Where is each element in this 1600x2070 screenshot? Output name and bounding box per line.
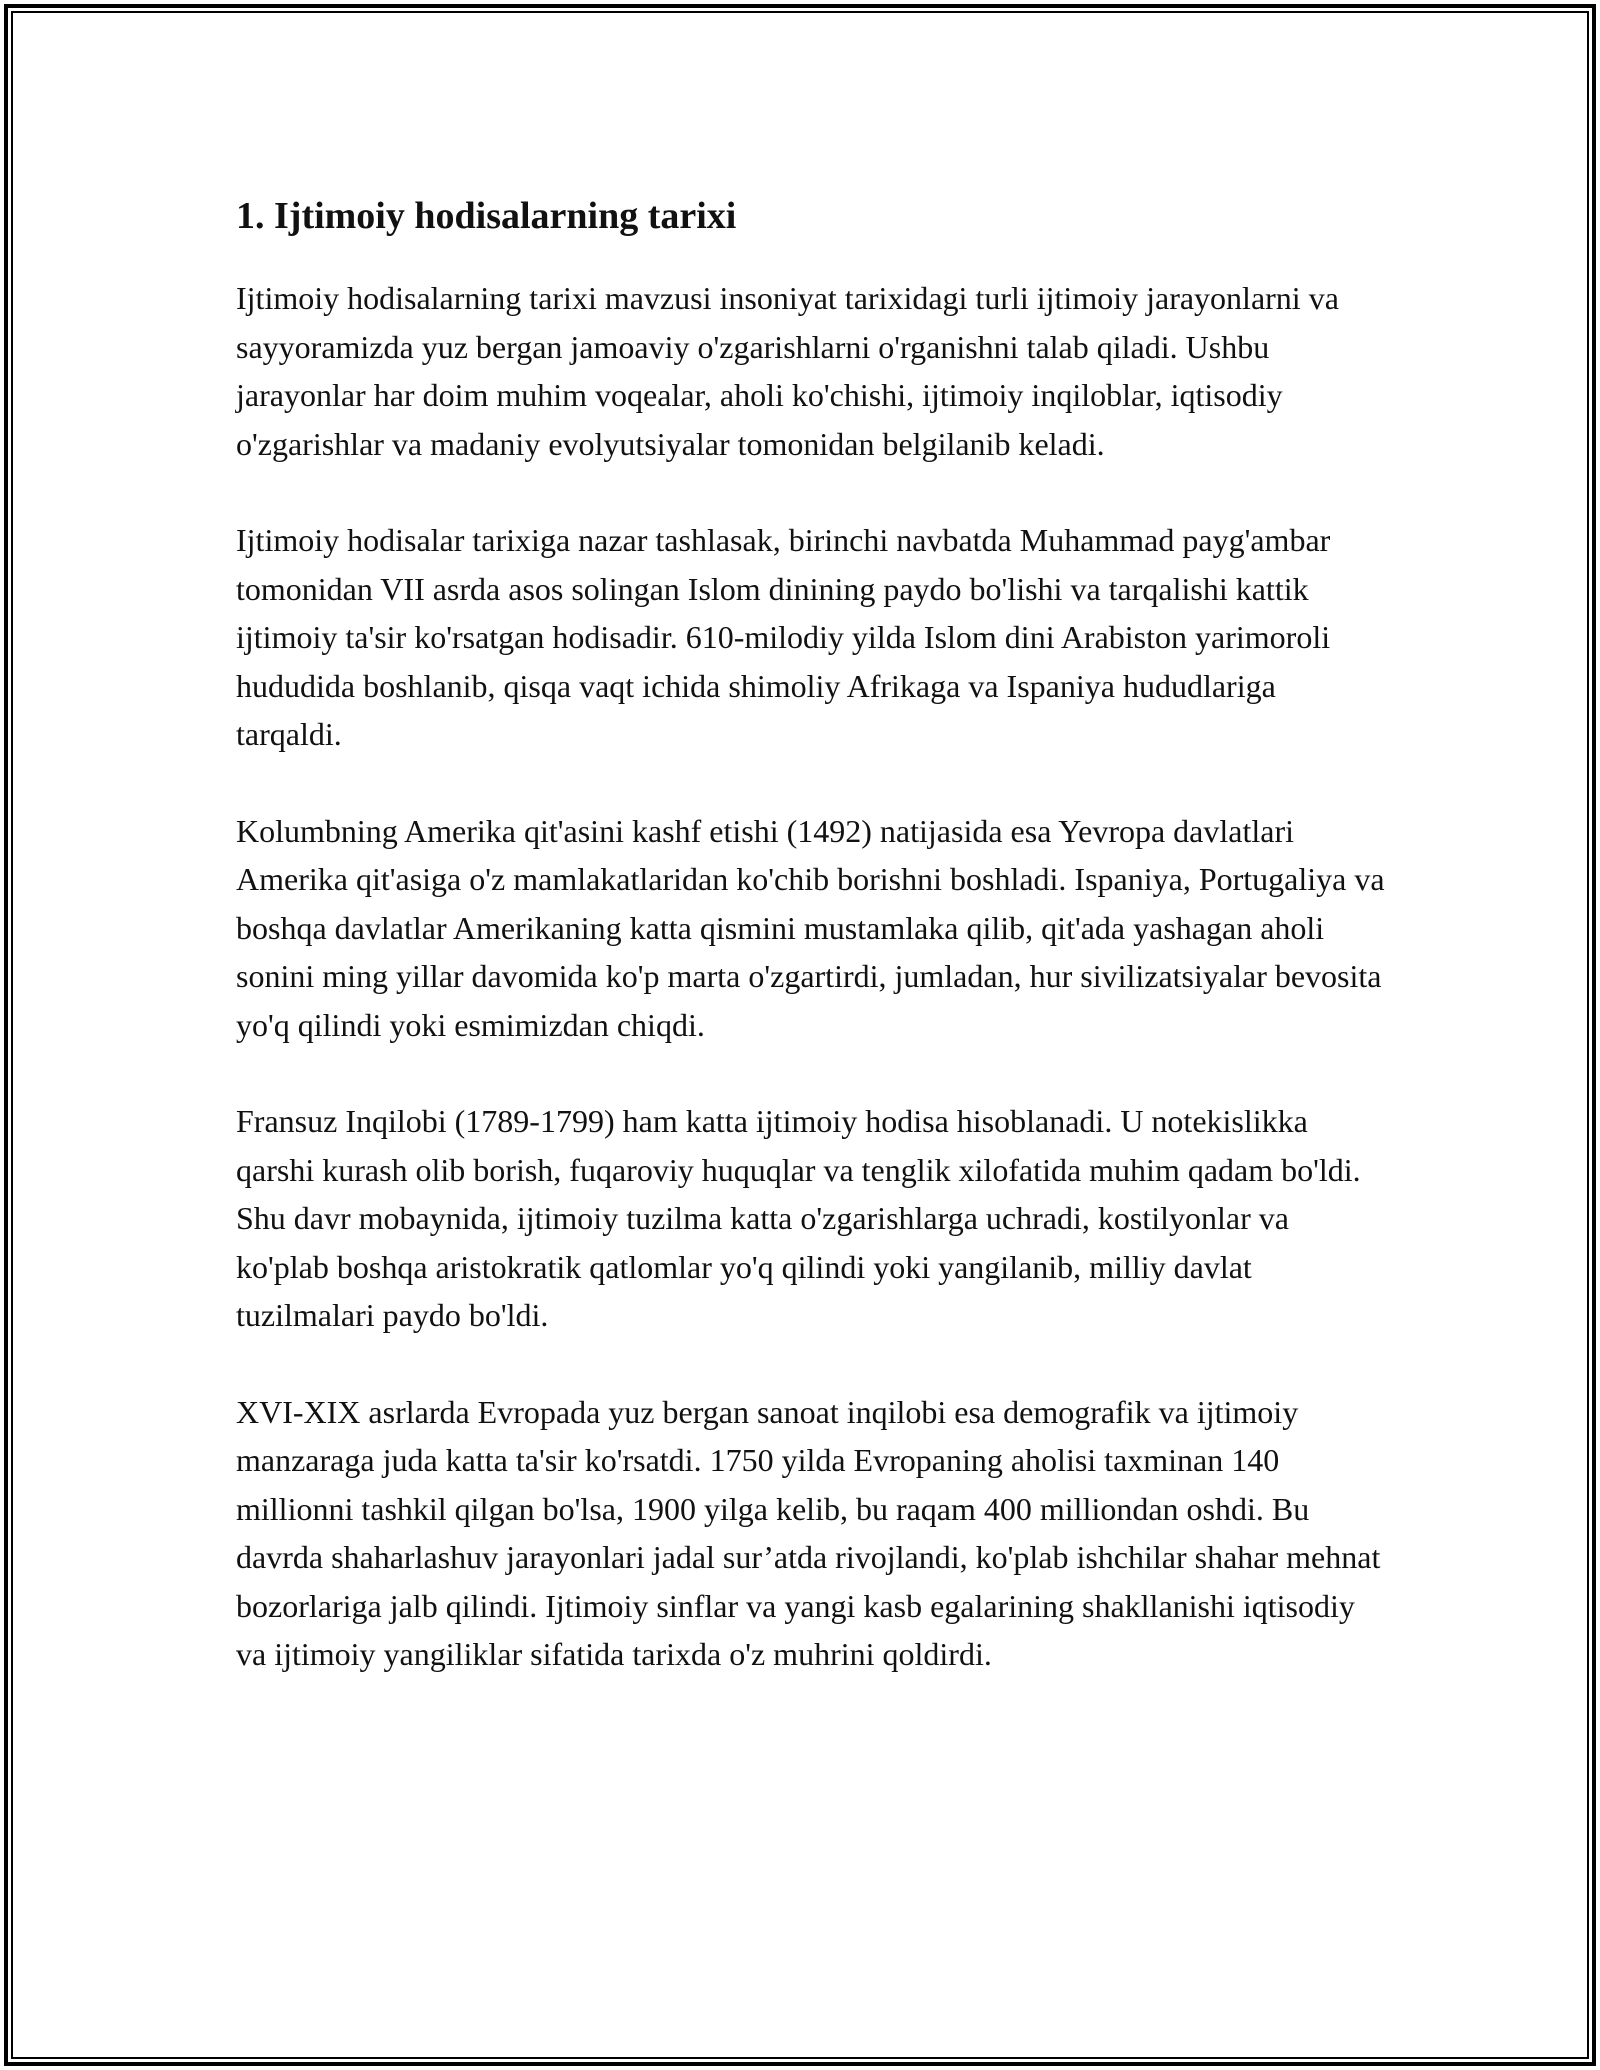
paragraph-2: Ijtimoiy hodisalar tarixiga nazar tashlasak, birinchi navbatda Muhammad payg'ambar tomonidan VII asrda asos solingan Islom dinining paydo bo'lishi va tarqalishi kattik ijtimoiy ta'sir ko'rsatgan hodisadir. 610-milodiy yilda Islom dini Arabiston yarimoroli hududida boshlanib, qisqa vaqt ichida shimoliy Afrikaga va Ispaniya hududlariga tarqaldi. (236, 522, 1331, 752)
paragraph-5: XVI-XIX asrlarda Evropada yuz bergan sanoat inqilobi esa demografik va ijtimoiy manzaraga juda katta ta'sir ko'rsatdi. 1750 yilda Evropaning aholisi taxminan 140 millionni tashkil qilgan bo'lsa, 1900 yilga kelib, bu raqam 400 milliondan oshdi. Bu davrda shaharlashuv jarayonlari jadal sur’atda rivojlandi, ko'plab ishchilar shahar mehnat bozorlariga jalb qilindi. Ijtimoiy sinflar va yangi kasb egalarining shakllanishi iqtisodiy va ijtimoiy yangiliklar sifatida tarixda o'z muhrini qoldirdi. (236, 1393, 1381, 1672)
paragraph-1: Ijtimoiy hodisalarning tarixi mavzusi insoniyat tarixidagi turli ijtimoiy jarayonlarni va sayyoramizda yuz bergan jamoaviy o'zgarishlarni o'rganishni talab qiladi. Ushbu jarayonlar har doim muhim voqealar, aholi ko'chishi, ijtimoiy inqiloblar, iqtisodiy o'zgarishlar va madaniy evolyutsiyalar tomonidan belgilanib keladi. (236, 280, 1339, 462)
paragraph-4: Fransuz Inqilobi (1789-1799) ham katta ijtimoiy hodisa hisoblanadi. U notekislikka qarshi kurash olib borish, fuqaroviy huquqlar va tenglik xilofatida muhim qadam bo'ldi. Shu davr mobaynida, ijtimoiy tuzilma katta o'zgarishlarga uchradi, kostilyonlar va ko'plab boshqa aristokratik qatlomlar yo'q qilindi yoki yangilanib, milliy davlat tuzilmalari paydo bo'ldi. (236, 1103, 1361, 1333)
paragraph-3: Kolumbning Amerika qit'asini kashf etishi (1492) natijasida esa Yevropa davlatlari Amerika qit'asiga o'z mamlakatlaridan ko'chib borishni boshladi. Ispaniya, Portugaliya va boshqa davlatlar Amerikaning katta qismini mustamlaka qilib, qit'ada yashagan aholi sonini ming yillar davomida ko'p marta o'zgartirdi, jumladan, hur sivilizatsiyalar bevosita yo'q qilindi yoki esmimizdan chiqdi. (236, 812, 1385, 1043)
section-heading: 1. Ijtimoiy hodisalarning tarixi (236, 195, 737, 237)
document-body (236, 186, 1386, 1727)
